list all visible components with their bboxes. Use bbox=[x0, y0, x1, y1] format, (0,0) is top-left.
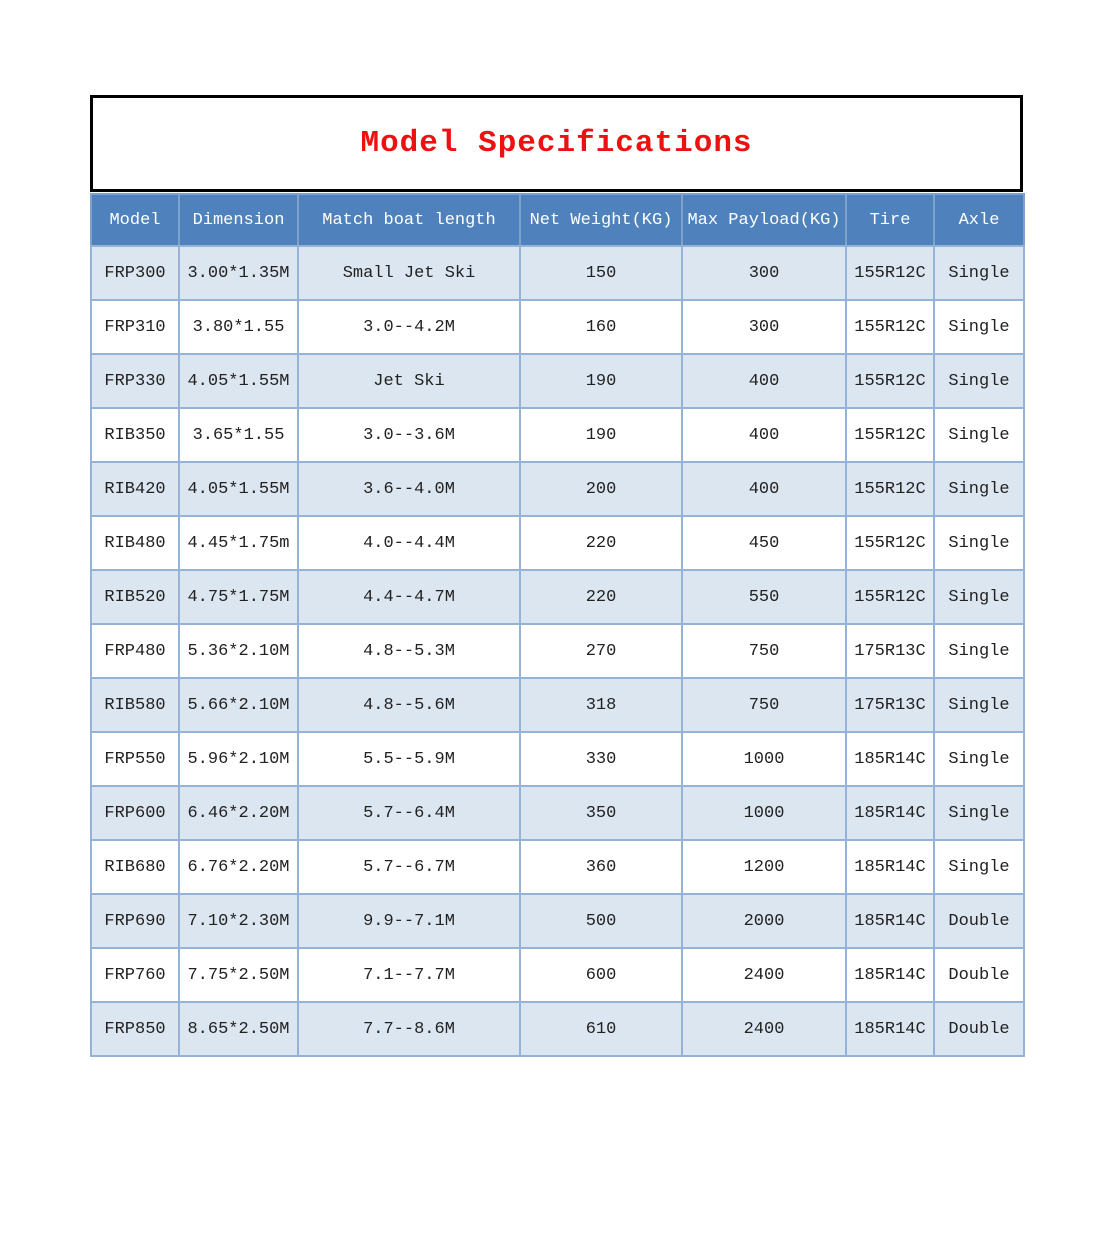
cell-model: FRP690 bbox=[91, 894, 179, 948]
cell-axle: Single bbox=[934, 408, 1024, 462]
cell-tire: 185R14C bbox=[846, 894, 934, 948]
cell-model: FRP850 bbox=[91, 1002, 179, 1056]
cell-net-weight: 318 bbox=[520, 678, 682, 732]
cell-net-weight: 610 bbox=[520, 1002, 682, 1056]
cell-tire: 185R14C bbox=[846, 840, 934, 894]
cell-dimension: 4.05*1.55M bbox=[179, 462, 298, 516]
cell-axle: Single bbox=[934, 462, 1024, 516]
table-row bbox=[91, 570, 1024, 624]
cell-axle: Double bbox=[934, 894, 1024, 948]
cell-dimension: 5.36*2.10M bbox=[179, 624, 298, 678]
cell-match-boat-length: 5.7--6.7M bbox=[298, 840, 520, 894]
cell-tire: 155R12C bbox=[846, 354, 934, 408]
table-row bbox=[91, 786, 1024, 840]
column-header-max-payload: Max Payload(KG) bbox=[682, 194, 846, 246]
cell-net-weight: 330 bbox=[520, 732, 682, 786]
cell-dimension: 5.66*2.10M bbox=[179, 678, 298, 732]
cell-model: FRP330 bbox=[91, 354, 179, 408]
cell-axle: Double bbox=[934, 948, 1024, 1002]
cell-tire: 155R12C bbox=[846, 570, 934, 624]
cell-max-payload: 2400 bbox=[682, 948, 846, 1002]
cell-model: RIB580 bbox=[91, 678, 179, 732]
cell-dimension: 5.96*2.10M bbox=[179, 732, 298, 786]
cell-tire: 155R12C bbox=[846, 516, 934, 570]
header-row bbox=[91, 194, 1024, 246]
cell-axle: Single bbox=[934, 570, 1024, 624]
column-header-net-weight: Net Weight(KG) bbox=[520, 194, 682, 246]
cell-axle: Single bbox=[934, 354, 1024, 408]
cell-max-payload: 400 bbox=[682, 462, 846, 516]
table-row bbox=[91, 948, 1024, 1002]
cell-model: FRP600 bbox=[91, 786, 179, 840]
cell-tire: 185R14C bbox=[846, 1002, 934, 1056]
title-banner bbox=[90, 95, 1023, 192]
table-row bbox=[91, 300, 1024, 354]
cell-axle: Single bbox=[934, 678, 1024, 732]
column-header-axle: Axle bbox=[934, 194, 1024, 246]
cell-model: FRP480 bbox=[91, 624, 179, 678]
cell-max-payload: 400 bbox=[682, 354, 846, 408]
cell-match-boat-length: 3.6--4.0M bbox=[298, 462, 520, 516]
cell-match-boat-length: Small Jet Ski bbox=[298, 246, 520, 300]
cell-net-weight: 220 bbox=[520, 516, 682, 570]
cell-model: FRP300 bbox=[91, 246, 179, 300]
table-row bbox=[91, 462, 1024, 516]
cell-dimension: 3.00*1.35M bbox=[179, 246, 298, 300]
cell-tire: 175R13C bbox=[846, 678, 934, 732]
cell-tire: 155R12C bbox=[846, 300, 934, 354]
cell-max-payload: 1000 bbox=[682, 786, 846, 840]
cell-max-payload: 1000 bbox=[682, 732, 846, 786]
cell-model: FRP310 bbox=[91, 300, 179, 354]
table-row bbox=[91, 894, 1024, 948]
page-title: Model Specifications bbox=[360, 126, 753, 161]
cell-match-boat-length: 4.0--4.4M bbox=[298, 516, 520, 570]
cell-net-weight: 350 bbox=[520, 786, 682, 840]
cell-model: RIB480 bbox=[91, 516, 179, 570]
cell-dimension: 4.75*1.75M bbox=[179, 570, 298, 624]
cell-tire: 185R14C bbox=[846, 948, 934, 1002]
cell-match-boat-length: 3.0--3.6M bbox=[298, 408, 520, 462]
column-header-dimension: Dimension bbox=[179, 194, 298, 246]
cell-dimension: 4.45*1.75m bbox=[179, 516, 298, 570]
cell-max-payload: 2400 bbox=[682, 1002, 846, 1056]
table-header bbox=[91, 194, 1024, 246]
cell-dimension: 6.46*2.20M bbox=[179, 786, 298, 840]
cell-max-payload: 750 bbox=[682, 624, 846, 678]
cell-net-weight: 200 bbox=[520, 462, 682, 516]
table-row bbox=[91, 246, 1024, 300]
cell-tire: 175R13C bbox=[846, 624, 934, 678]
cell-net-weight: 150 bbox=[520, 246, 682, 300]
table-row bbox=[91, 516, 1024, 570]
cell-model: FRP760 bbox=[91, 948, 179, 1002]
cell-axle: Single bbox=[934, 246, 1024, 300]
cell-axle: Single bbox=[934, 840, 1024, 894]
column-header-tire: Tire bbox=[846, 194, 934, 246]
table-row bbox=[91, 840, 1024, 894]
cell-match-boat-length: 7.7--8.6M bbox=[298, 1002, 520, 1056]
cell-max-payload: 750 bbox=[682, 678, 846, 732]
cell-dimension: 7.75*2.50M bbox=[179, 948, 298, 1002]
cell-match-boat-length: 7.1--7.7M bbox=[298, 948, 520, 1002]
table-body bbox=[91, 246, 1024, 1056]
cell-max-payload: 1200 bbox=[682, 840, 846, 894]
table-row bbox=[91, 354, 1024, 408]
cell-max-payload: 300 bbox=[682, 246, 846, 300]
cell-model: RIB350 bbox=[91, 408, 179, 462]
cell-max-payload: 2000 bbox=[682, 894, 846, 948]
cell-net-weight: 220 bbox=[520, 570, 682, 624]
cell-max-payload: 300 bbox=[682, 300, 846, 354]
cell-net-weight: 600 bbox=[520, 948, 682, 1002]
cell-dimension: 3.80*1.55 bbox=[179, 300, 298, 354]
cell-match-boat-length: 5.7--6.4M bbox=[298, 786, 520, 840]
cell-axle: Double bbox=[934, 1002, 1024, 1056]
column-header-model: Model bbox=[91, 194, 179, 246]
cell-tire: 185R14C bbox=[846, 786, 934, 840]
cell-net-weight: 190 bbox=[520, 354, 682, 408]
cell-tire: 185R14C bbox=[846, 732, 934, 786]
cell-axle: Single bbox=[934, 786, 1024, 840]
table-row bbox=[91, 678, 1024, 732]
cell-net-weight: 500 bbox=[520, 894, 682, 948]
cell-model: RIB420 bbox=[91, 462, 179, 516]
cell-dimension: 7.10*2.30M bbox=[179, 894, 298, 948]
cell-match-boat-length: 4.8--5.3M bbox=[298, 624, 520, 678]
cell-match-boat-length: Jet Ski bbox=[298, 354, 520, 408]
cell-dimension: 3.65*1.55 bbox=[179, 408, 298, 462]
table-row bbox=[91, 624, 1024, 678]
cell-dimension: 8.65*2.50M bbox=[179, 1002, 298, 1056]
cell-axle: Single bbox=[934, 300, 1024, 354]
cell-max-payload: 450 bbox=[682, 516, 846, 570]
cell-tire: 155R12C bbox=[846, 462, 934, 516]
cell-match-boat-length: 4.4--4.7M bbox=[298, 570, 520, 624]
cell-model: RIB680 bbox=[91, 840, 179, 894]
table-row bbox=[91, 732, 1024, 786]
cell-axle: Single bbox=[934, 732, 1024, 786]
model-specifications-table bbox=[90, 193, 1025, 1057]
cell-net-weight: 360 bbox=[520, 840, 682, 894]
cell-tire: 155R12C bbox=[846, 408, 934, 462]
cell-axle: Single bbox=[934, 624, 1024, 678]
cell-tire: 155R12C bbox=[846, 246, 934, 300]
cell-match-boat-length: 5.5--5.9M bbox=[298, 732, 520, 786]
cell-match-boat-length: 9.9--7.1M bbox=[298, 894, 520, 948]
cell-dimension: 4.05*1.55M bbox=[179, 354, 298, 408]
table-row bbox=[91, 408, 1024, 462]
cell-net-weight: 190 bbox=[520, 408, 682, 462]
cell-model: FRP550 bbox=[91, 732, 179, 786]
cell-max-payload: 550 bbox=[682, 570, 846, 624]
cell-max-payload: 400 bbox=[682, 408, 846, 462]
cell-match-boat-length: 3.0--4.2M bbox=[298, 300, 520, 354]
cell-net-weight: 160 bbox=[520, 300, 682, 354]
column-header-match-boat-length: Match boat length bbox=[298, 194, 520, 246]
cell-match-boat-length: 4.8--5.6M bbox=[298, 678, 520, 732]
cell-axle: Single bbox=[934, 516, 1024, 570]
cell-model: RIB520 bbox=[91, 570, 179, 624]
cell-dimension: 6.76*2.20M bbox=[179, 840, 298, 894]
cell-net-weight: 270 bbox=[520, 624, 682, 678]
table-row bbox=[91, 1002, 1024, 1056]
